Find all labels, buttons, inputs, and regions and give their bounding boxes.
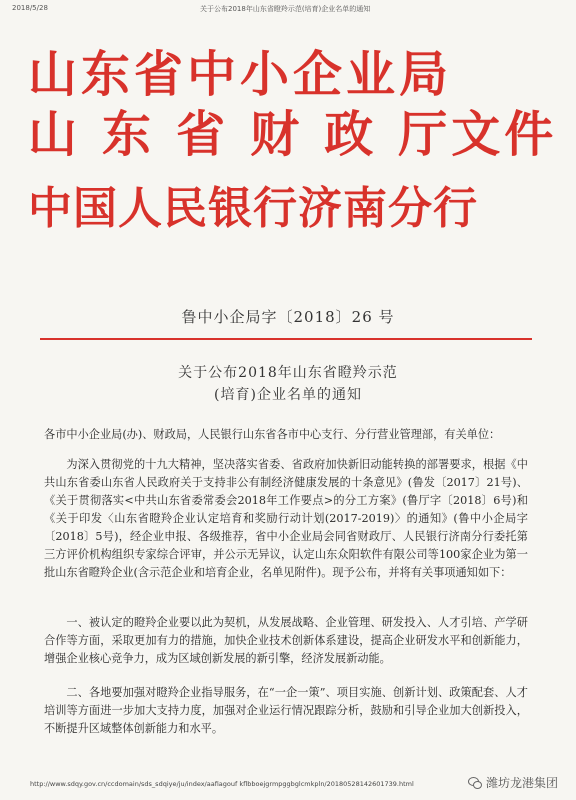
notice-title-line-1: 关于公布2018年山东省瞪羚示范 [178,365,398,381]
paragraph-item-2: 二、各地要加强对瞪羚企业指导服务，在“一企一策”、项目实施、创新计划、政策配套、人才培训等方面进一步加大支持力度，加强对企业运行情况跟踪分析，鼓励和引导企业加大创新投入，不断提升区域整体创新能力和水平。 [44,686,528,735]
salutation: 各市中小企业局(办)、财政局，人民银行山东省各市中心支行、分行营业管理部，有关单位： [44,428,501,441]
issuer-line-2: 山 东 省 财 政 厅文件 [28,105,558,163]
issuer-line-3: 中国人民银行济南分行 [28,183,478,234]
paragraph-item-1: 一、被认定的瞪羚企业要以此为契机，从发展战略、企业管理、研发投入、人才引培、产学研合作等方面，采取更加有力的措施，加快企业技术创新体系建设，提高企业研发水平和创新能力，增强企业核心竞争力，成为区域创新发展的新引擎，经济发展新动能。 [44,616,528,665]
source-url: http://www.sdqy.gov.cn/ccdomain/sds_sdqiye/ju/index/aafiagouf kflbboejgrmpggbglcmkpln/20180528142601739.html [30,780,414,788]
red-divider [40,338,532,340]
watermark-text: 潍坊龙港集团 [485,776,558,790]
browser-print-header [0,0,576,16]
paragraph-intro: 为深入贯彻党的十九大精神，坚决落实省委、省政府加快新旧动能转换的部署要求，根据《中共山东省委山东省人民政府关于支持非公有制经济健康发展的十条意见》(鲁发〔2017〕21号)、《关于贯彻落实<中共山东省委常委会2018年工作要点>的分工方案》(鲁厅字〔2018〕6号)和《关于印发〈山东省瞪羚企业认定培育和奖励行动计划(2017-2019)〉的通知》(鲁中小企局字〔2018〕5号)，经企业申报、各级推荐，省中小企业局会同省财政厅、人民银行济南分行委托第三方评价机构组织专家综合评审，并公示无异议，认定山东众阳软件有限公司等100家企业为第一批山东省瞪羚企业(含示范企业和培育企业，名单见附件)。现予公布，并将有关事项通知如下： [44,458,528,579]
wechat-watermark [468,774,558,791]
issuer-line-1: 山东省中小企业局 [28,45,453,103]
print-date: 2018/5/28 [12,4,48,12]
print-title: 关于公布2018年山东省瞪羚示范(培育)企业名单的通知 [200,5,371,13]
notice-title-line-2: (培育)企业名单的通知 [214,387,362,403]
wechat-icon [468,777,482,789]
page-footer [0,774,576,794]
document-number: 鲁中小企局字〔2018〕26 号 [181,308,395,326]
